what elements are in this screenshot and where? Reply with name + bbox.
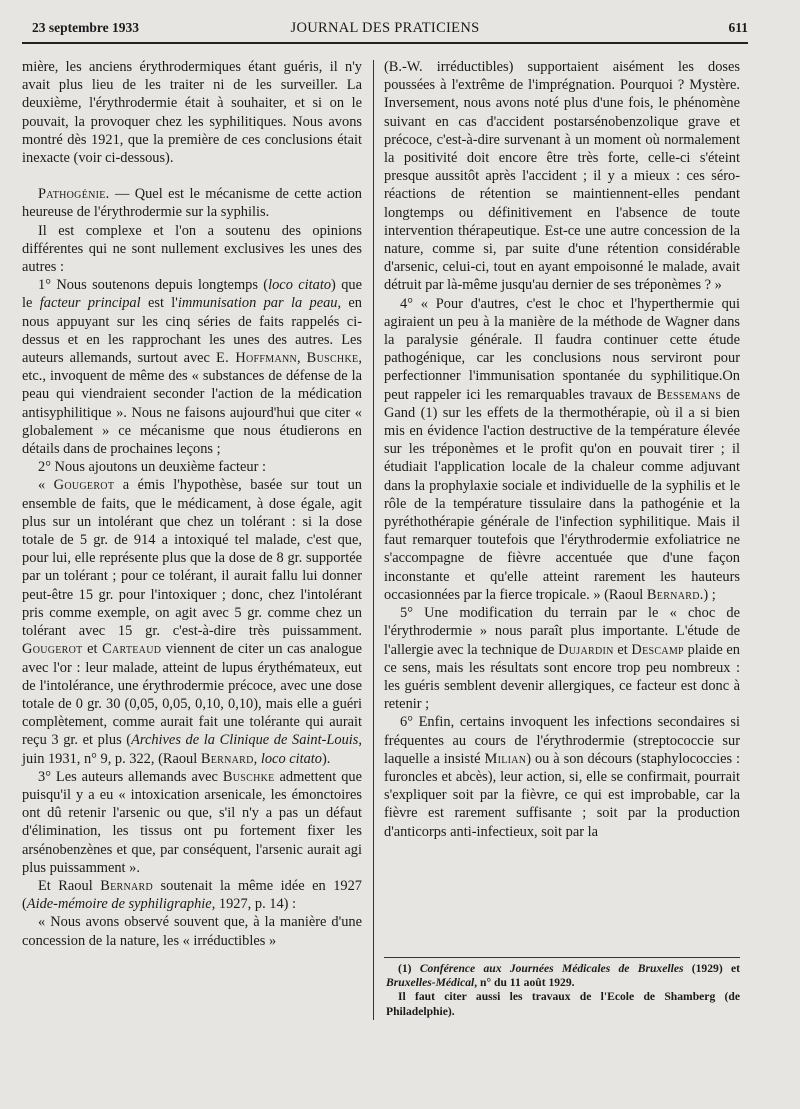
paragraph-complexe: Il est complexe et l'on a soutenu des opinions différentes qui ne sont nullement exclusives les unes des autres : [22,222,362,276]
author-hoffmann: E. Hoffmann [216,350,298,367]
left-column [22,58,362,950]
paragraph-gougerot-quote [22,476,362,767]
citation-aide-memoire: Aide-mémoire de syphiligraphie [26,896,212,913]
running-header [22,18,748,40]
author-bernard: Bernard [100,877,154,894]
citation-archives: Archives de la Clinique de Saint-Louis [131,732,359,749]
text-run: Et Raoul [38,877,101,894]
text-run: ) que le [22,277,362,312]
header-date: 23 septembre 1933 [32,20,139,35]
text-run: et [613,641,632,658]
paragraph-nous-avons-observe: « Nous avons observé souvent que, à la manière d'une concession de la nature, les « irréductibles » [22,914,362,949]
author-bernard: Bernard [646,586,700,603]
text-run: , en nous appuyant sur les cinq séries de faits rappelés ci-dessus et en les rapprochant les unes des autres. Les auteurs allemands, surtout avec [22,295,362,367]
paragraph-bw-continued: (B.-W. irréductibles) supportaient aisément les doses poussées à l'extrême de l'imprégnation. Pourquoi ? Mystère. Inversement, nous avons noté plus d'une fois, le phénomène suivant en cas d'accident postarsénobenzolique grave et précoce, c'est-à-dire survenant à un moment où normalement la positivité doit encore être très forte, celle-ci s'éteint presque aussitôt après l'accident ; il y a mieux : ces séro-réactions de rétention se maintiennent-elles pendant longtemps ou définitivement en l'absence de toute intervention thérapeutique. Est-ce une autre concession de la nature, comme si, par suite d'une rétention considérable d'arsenic, celui-ci, tout en ayant empoisonné le malade, avait détruit par là-même jusqu'au dernier de ses tréponèmes ? » [384,59,740,294]
paragraph-factor-4 [384,295,740,604]
text-run: plaide en ce sens, mais les résultats sont encore trop peu nombreux : les guéris semblent devenir allergiques, ce facteur est donc à retenir ; [384,641,740,713]
citation-bruxelles-medical: Bruxelles-Médical [386,976,475,990]
text-run: ) ou à son décours (staphylococcies : furoncles et abcès), leur action, si, elle se confirmait, pourrait s'expliquer soit par la fièvre, ce qui est improbable, car la fièvre est rarement suffisante ; soit par la production d'anticorps anti-infectieux, soit par la [384,750,740,840]
paragraph-factor-3 [22,768,362,877]
text-run: , n° du 11 août 1929. [474,976,575,990]
text-run: de Gand (1) sur les effets de la thermothérapie, où il a si bien mis en évidence l'action destructive de la température élevée sur les tréponèmes et le profit qu'on en pouvait tirer ; il étudiait l'application locale de la chaleur comme adjuvant dans la prophylaxie sociale et individuelle de la syphilis et le rôle de la température tissulaire dans la pathogénie et la pyréthothérapie générale de l'infection syphilitique. Mais il faut remarquer toutefois que l'érythrodermie exfoliatrice ne s'accompagne de fièvre accentuée que d'une façon inconstante et qu'elle atteint rarement les hauteurs occasionnées par la fierce tropicale. » (Raoul [384,386,740,603]
text-run: , [297,350,307,367]
paragraph-factor-1 [22,276,362,458]
text-run: 4° « Pour d'autres, c'est le choc et l'hyperthermie qui agiraient un peu à la manière de la méthode de Wagner dans la paralysie générale. Il faudra continuer cette étude pathogénique, car les conclusions nous serviront pour perfectionner l'immunisation spontanée du syphilitique.On peut rappeler ici les remarquables travaux de [384,295,740,403]
text-run: viennent de citer un cas analogue avec l'or : leur malade, atteint de lupus érythémateux, eut de l'intolérance, une érythrodermie précoce, avec une dose totale de 0 gr. 30 (0,05, 0,05, 0,10, 0,10), mais elle a guéri complètement, comme aurait fait une tolérante qui aurait reçu 3 gr. et plus ( [22,641,362,749]
author-dujardin: Dujardin [558,641,614,658]
text-run: (1929) et [683,962,740,975]
citation-loco-citato: loco citato [260,750,323,767]
text-run: 5° Une modification du terrain par le « choc de l'érythrodermie » nous paraît plus importante. L'étude de l'allergie avec la technique de [384,605,740,658]
footnote-2: Il faut citer aussi les travaux de l'Ecole de Shamberg (de Philadelphie). [386,990,740,1018]
text-run: , 1927, p. 14) : [211,896,297,913]
paragraph-intro: mière, les anciens érythrodermiques étant guéris, il n'y avait plus lieu de les traiter ni de les surveiller. La deuxième, l'érythrodermie était à souhaiter, et si on le pouvait, la provoquer chez les syphilitiques. Nous avons montré dès 1921, que la première de ces conclusions était inexacte (voir ci-dessous). [22,59,362,167]
footnote-1 [386,962,740,990]
author-bernard: Bernard [200,750,254,767]
author-descamp: Descamp [631,641,684,658]
section-heading-pathogenie: Pathogénie. [38,186,110,203]
footnote-marker: (1) [398,962,420,975]
text-run: 1° Nous soutenons depuis longtemps ( [38,277,269,294]
column-divider [373,60,374,1020]
text-run: 3° Les auteurs allemands avec [38,768,223,785]
text-run: .) ; [699,586,716,603]
text-run: , [253,750,261,767]
right-column [384,58,740,841]
text-run: , juin 1931, n° 9, p. 322, (Raoul [22,732,363,767]
emphasis-facteur-principal: facteur principal [39,295,141,312]
footnotes [386,962,740,1019]
text-run: a émis l'hypothèse, basée sur tout un ensemble de faits, que le médicament, à dose égale, agit plus sur un intolérant que chez un tolérant : si la dose totale de 5 gr. de 914 a intoxiqué tel malade, c'est que, pour lui, elle représente plus que la dose de 8 gr. supportée par un tolérant ; pour ce tolérant, il aurait fallu lui donner peut-être 15 gr. pour l'intoxiquer ; donc, chez l'intolérant pris comme exemple, on agit avec 5 gr. comme chez un tolérant avec 15 gr. c'est-à-dire très puissamment. [22,477,362,640]
author-buschke: Buschke [222,768,275,785]
text-run: admettent que puisqu'il y a eu « intoxication arsenicale, les émonctoires ont dû retenir l'arsenic ou que, s'il n'y a pas un défaut d'élimination, les tissus ont pu fortement fixer les arsénobenzènes et que, par conséquent, l'arsenic aurait agi plus puissamment ». [22,768,362,876]
paragraph-pathogenie [22,185,362,221]
text-run: « [38,477,54,494]
text-run: soutenait la même idée en 1927 ( [22,877,363,913]
text-run: est l' [140,295,178,312]
author-bessemans: Bessemans [656,386,722,403]
author-buschke: Buschke [306,350,359,367]
text-run: ). [322,750,331,767]
emphasis-immunisation: immunisation par la peau [177,295,338,312]
footnote-rule [384,957,740,958]
page-number: 611 [728,20,748,35]
paragraph-factor-5 [384,604,740,713]
pathogenie-text: — Quel est le mécanisme de cette action heureuse de l'érythrodermie sur la syphilis. [22,186,362,221]
author-gougerot: Gougerot [22,641,83,658]
header-rule [22,42,748,44]
paragraph-factor-6 [384,713,740,840]
author-carteaud: Carteaud [102,641,162,658]
author-gougerot: Gougerot [53,477,115,494]
paragraph-raoul-bernard [22,877,362,913]
journal-title: JOURNAL DES PRATICIENS [290,20,480,36]
text-run: , etc., invoquent de même des « substances de défense de la peau qui viendraient seconder l'action de la médication antisyphilitique ». Nous ne faisons aujourd'hui que citer « globalement » ce mécanisme que nous étudierons en détails dans de prochaines leçons ; [22,350,362,458]
citation-conference: Conférence aux Journées Médicales de Bruxelles [419,962,684,975]
citation-loco-citato: loco citato [268,277,332,294]
author-milian: Milian [484,750,527,767]
paragraph-factor-2: 2° Nous ajoutons un deuxième facteur : [38,459,266,476]
text-run: et [82,641,103,658]
text-run: 6° Enfin, certains invoquent les infections secondaires si fréquentes au cours de l'érythrodermie (streptococcie sur laquelle a insisté [384,714,740,767]
